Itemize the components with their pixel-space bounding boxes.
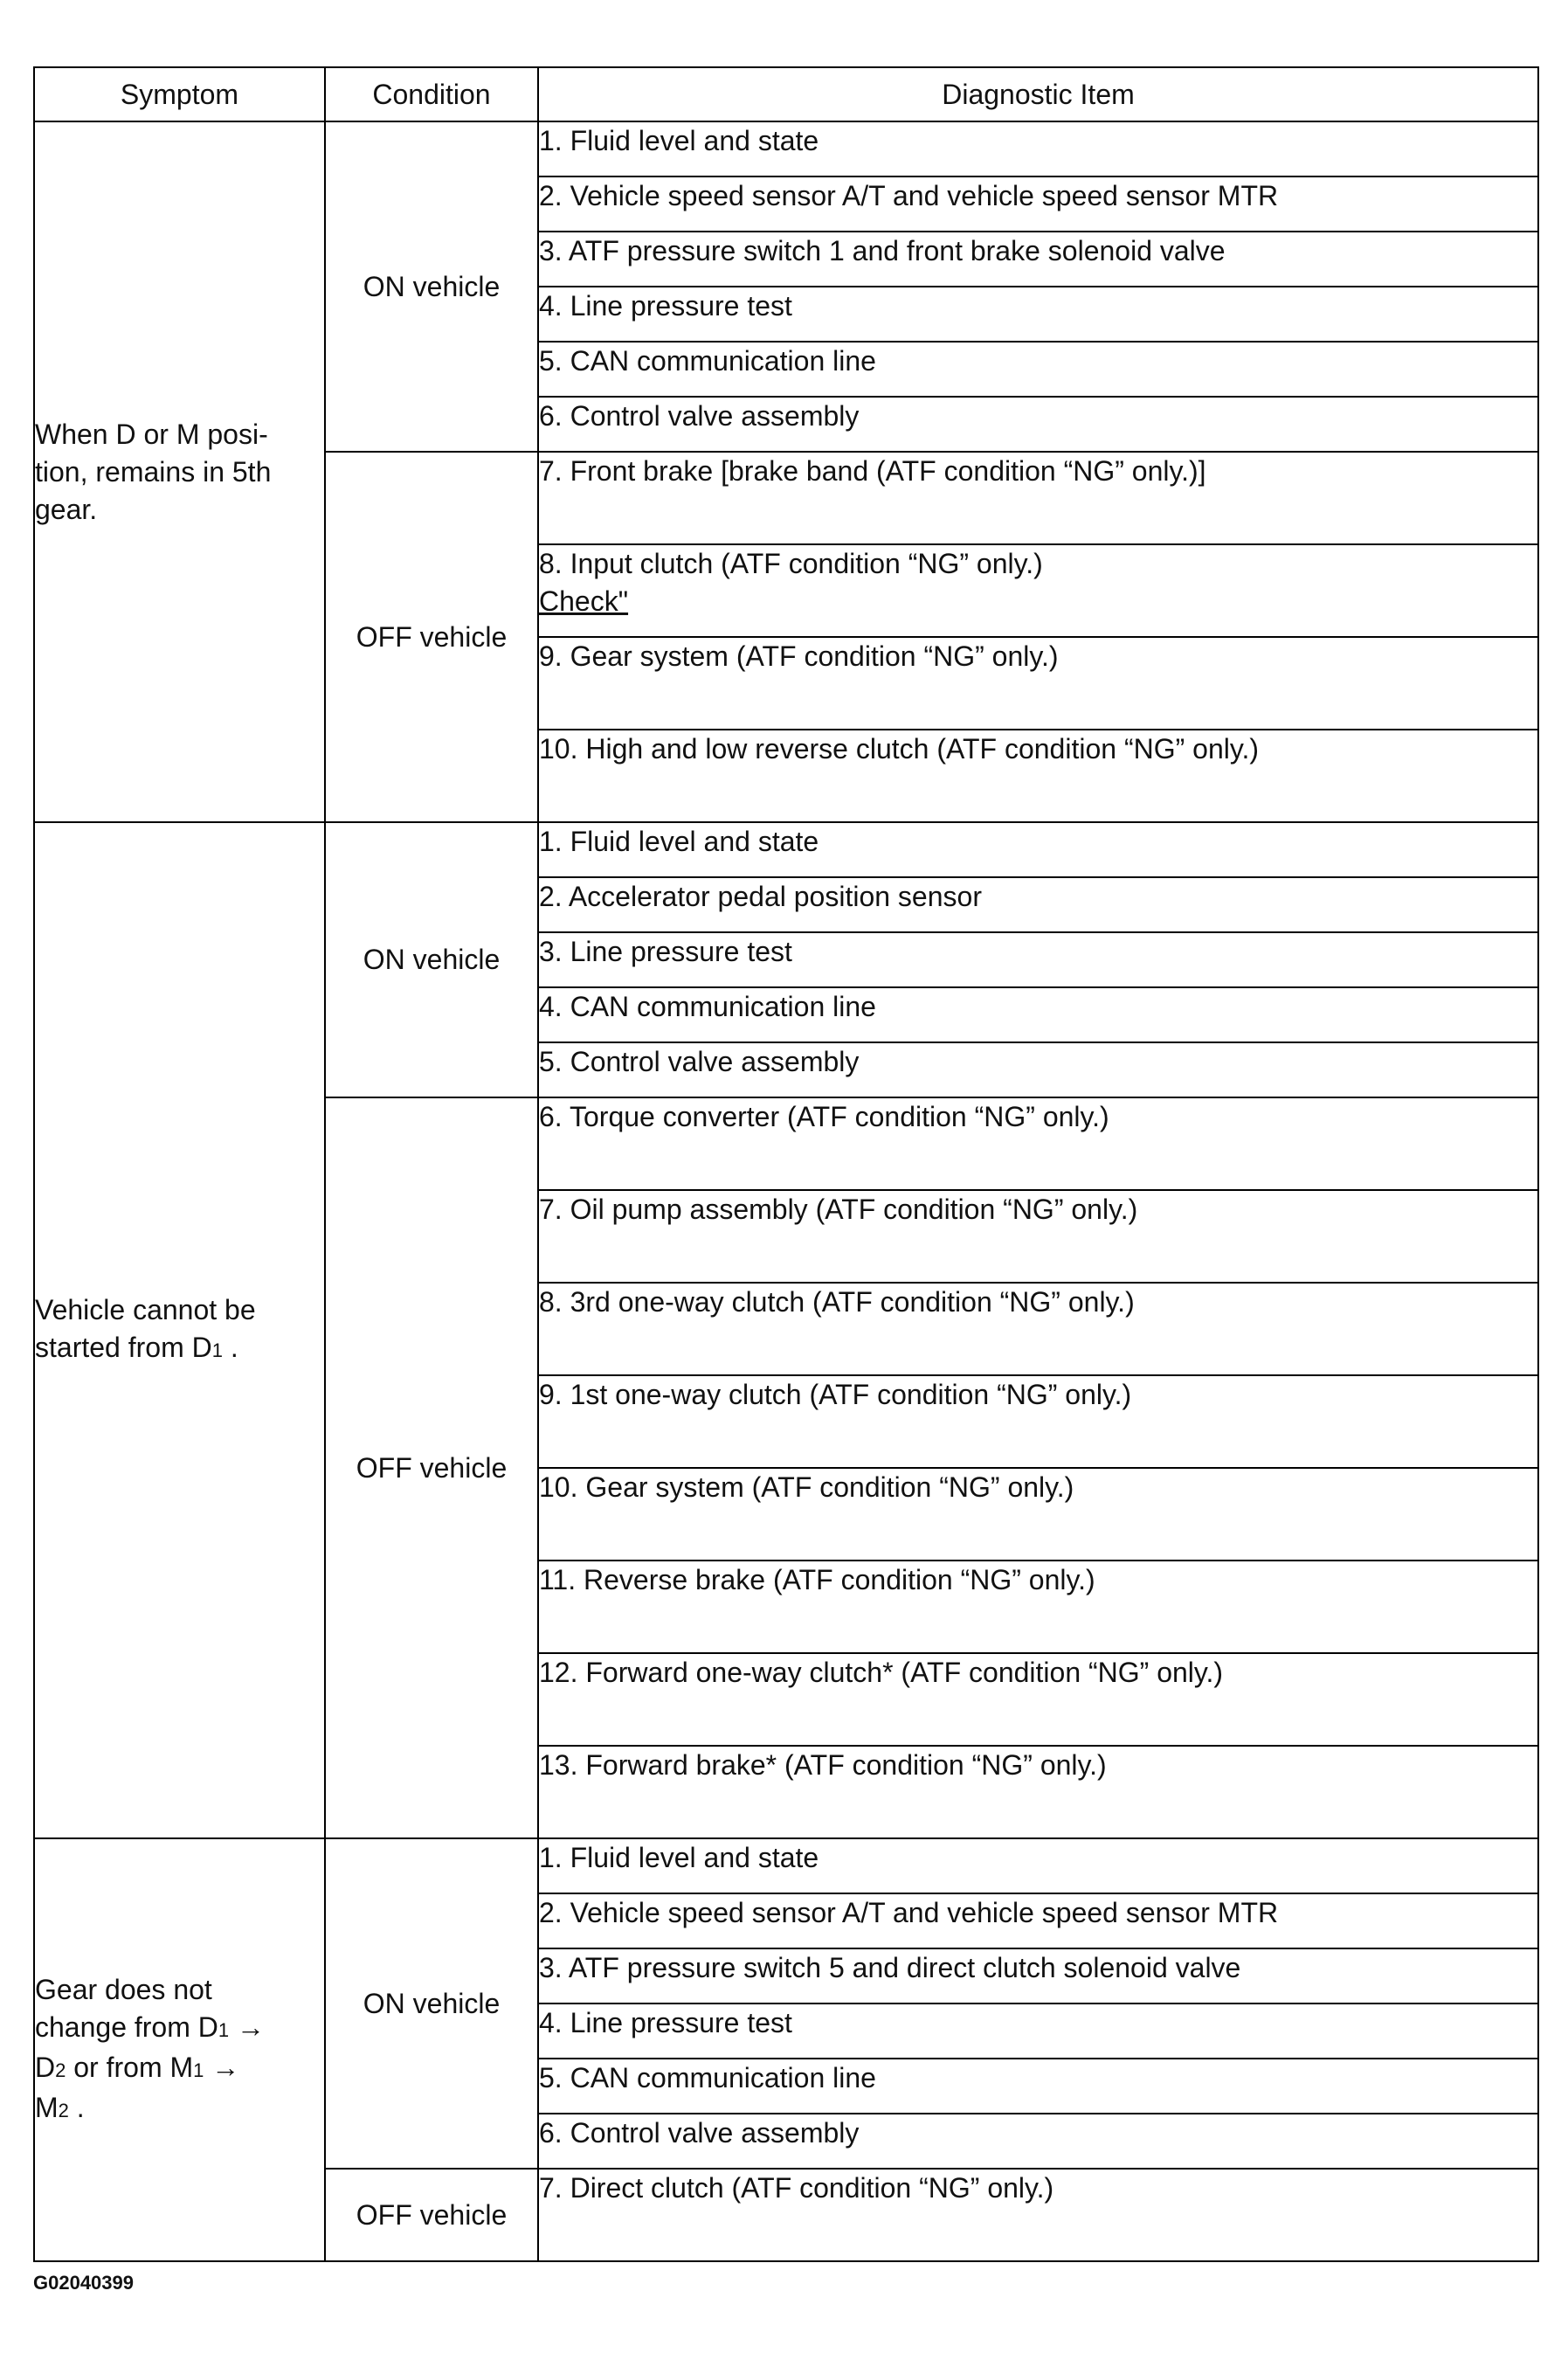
diagnostic-item-cell — [538, 544, 1538, 637]
diagnostic-item-text: 6. Control valve assembly — [539, 2117, 860, 2149]
diagnostic-item-cell — [538, 1561, 1538, 1653]
diagnostic-item-text: 6. Control valve assembly — [539, 400, 860, 432]
table-row — [34, 1838, 1538, 1893]
header-symptom: Symptom — [34, 67, 325, 121]
diagnostic-item-cell — [538, 176, 1538, 232]
table-row — [34, 121, 1538, 176]
diagnostic-item-cell — [538, 121, 1538, 176]
diagnostic-item-cell — [538, 1948, 1538, 2004]
diagnostic-item-cell — [538, 730, 1538, 822]
diagnostic-table — [33, 66, 1539, 2262]
diagnostic-item-text: 5. CAN communication line — [539, 345, 876, 377]
table-header-row — [34, 67, 1538, 121]
diagnostic-item-text: 5. CAN communication line — [539, 2062, 876, 2093]
condition-cell: ON vehicle — [325, 121, 538, 452]
diagnostic-item-text: 7. Direct clutch (ATF condition “NG” only.) — [539, 2172, 1054, 2204]
diagnostic-item-cell — [538, 342, 1538, 397]
diagnostic-item-cell — [538, 1838, 1538, 1893]
diagnostic-item-text: 2. Vehicle speed sensor A/T and vehicle speed sensor MTR — [539, 1897, 1279, 1928]
diagnostic-item-text: 5. Control valve assembly — [539, 1046, 860, 1077]
diagnostic-item-cell — [538, 2004, 1538, 2059]
diagnostic-item-text: 3. ATF pressure switch 1 and front brake solenoid valve — [539, 235, 1226, 266]
diagnostic-item-text: 9. Gear system (ATF condition “NG” only.) — [539, 640, 1059, 672]
diagnostic-item-text: 11. Reverse brake (ATF condition “NG” only.) — [539, 1564, 1095, 1595]
diagnostic-item-cell — [538, 1746, 1538, 1838]
diagnostic-item-text: 6. Torque converter (ATF condition “NG” only.) — [539, 1101, 1109, 1132]
header-diagnostic-item: Diagnostic Item — [538, 67, 1538, 121]
diagnostic-item-cell — [538, 452, 1538, 544]
condition-cell: OFF vehicle — [325, 2169, 538, 2261]
diagnostic-item-text: 4. CAN communication line — [539, 991, 876, 1022]
table-body — [34, 121, 1538, 2261]
diagnostic-item-text: 7. Oil pump assembly (ATF condition “NG” only.) — [539, 1194, 1138, 1225]
diagnostic-item-text: 3. Line pressure test — [539, 936, 792, 967]
diagnostic-item-cell — [538, 287, 1538, 342]
table-row — [34, 822, 1538, 877]
diagnostic-item-cell — [538, 2169, 1538, 2261]
condition-cell: OFF vehicle — [325, 1097, 538, 1838]
check-note: Check" — [539, 585, 629, 617]
diagnostic-item-cell — [538, 232, 1538, 287]
symptom-cell: When D or M posi- tion, remains in 5th gear. — [34, 121, 325, 822]
header-condition: Condition — [325, 67, 538, 121]
diagnostic-item-cell — [538, 1097, 1538, 1190]
diagnostic-item-text: 1. Fluid level and state — [539, 125, 819, 156]
diagnostic-item-text: 2. Vehicle speed sensor A/T and vehicle speed sensor MTR — [539, 180, 1279, 211]
diagnostic-item-cell — [538, 932, 1538, 987]
diagnostic-item-text: 10. Gear system (ATF condition “NG” only.) — [539, 1471, 1074, 1503]
diagnostic-item-text: 1. Fluid level and state — [539, 1842, 819, 1873]
diagnostic-item-cell — [538, 1375, 1538, 1468]
figure-code: G02040399 — [33, 2272, 134, 2294]
diagnostic-item-cell — [538, 1042, 1538, 1097]
symptom-cell: Vehicle cannot be started from D1 . — [34, 822, 325, 1838]
diagnostic-item-text: 12. Forward one-way clutch* (ATF condition “NG” only.) — [539, 1657, 1224, 1688]
diagnostic-item-cell — [538, 1468, 1538, 1561]
diagnostic-item-text: 4. Line pressure test — [539, 290, 792, 322]
diagnostic-item-cell — [538, 1190, 1538, 1283]
diagnostic-item-cell — [538, 1283, 1538, 1375]
condition-cell: ON vehicle — [325, 822, 538, 1097]
diagnostic-item-text: 2. Accelerator pedal position sensor — [539, 881, 982, 912]
symptom-cell: Gear does not change from D1 → D2 or from M1 → M2 . — [34, 1838, 325, 2261]
diagnostic-item-text: 1. Fluid level and state — [539, 826, 819, 857]
diagnostic-item-cell — [538, 637, 1538, 730]
diagnostic-item-cell — [538, 822, 1538, 877]
diagnostic-item-text: 13. Forward brake* (ATF condition “NG” only.) — [539, 1749, 1107, 1781]
diagnostic-item-cell — [538, 2059, 1538, 2114]
diagnostic-item-text: 8. 3rd one-way clutch (ATF condition “NG” only.) — [539, 1286, 1135, 1318]
diagnostic-item-text: 8. Input clutch (ATF condition “NG” only.) — [539, 548, 1043, 579]
diagnostic-item-text: 3. ATF pressure switch 5 and direct clutch solenoid valve — [539, 1952, 1241, 1983]
diagnostic-item-cell — [538, 1653, 1538, 1746]
diagnostic-item-text: 10. High and low reverse clutch (ATF condition “NG” only.) — [539, 733, 1260, 765]
diagnostic-item-cell — [538, 397, 1538, 452]
diagnostic-item-text: 4. Line pressure test — [539, 2007, 792, 2038]
diagnostic-item-cell — [538, 987, 1538, 1042]
diagnostic-item-cell — [538, 2114, 1538, 2169]
diagnostic-item-cell — [538, 1893, 1538, 1948]
diagnostic-item-cell — [538, 877, 1538, 932]
diagnostic-item-text: 9. 1st one-way clutch (ATF condition “NG” only.) — [539, 1379, 1132, 1410]
condition-cell: ON vehicle — [325, 1838, 538, 2169]
condition-cell: OFF vehicle — [325, 452, 538, 822]
diagnostic-item-text: 7. Front brake [brake band (ATF condition “NG” only.)] — [539, 455, 1206, 487]
